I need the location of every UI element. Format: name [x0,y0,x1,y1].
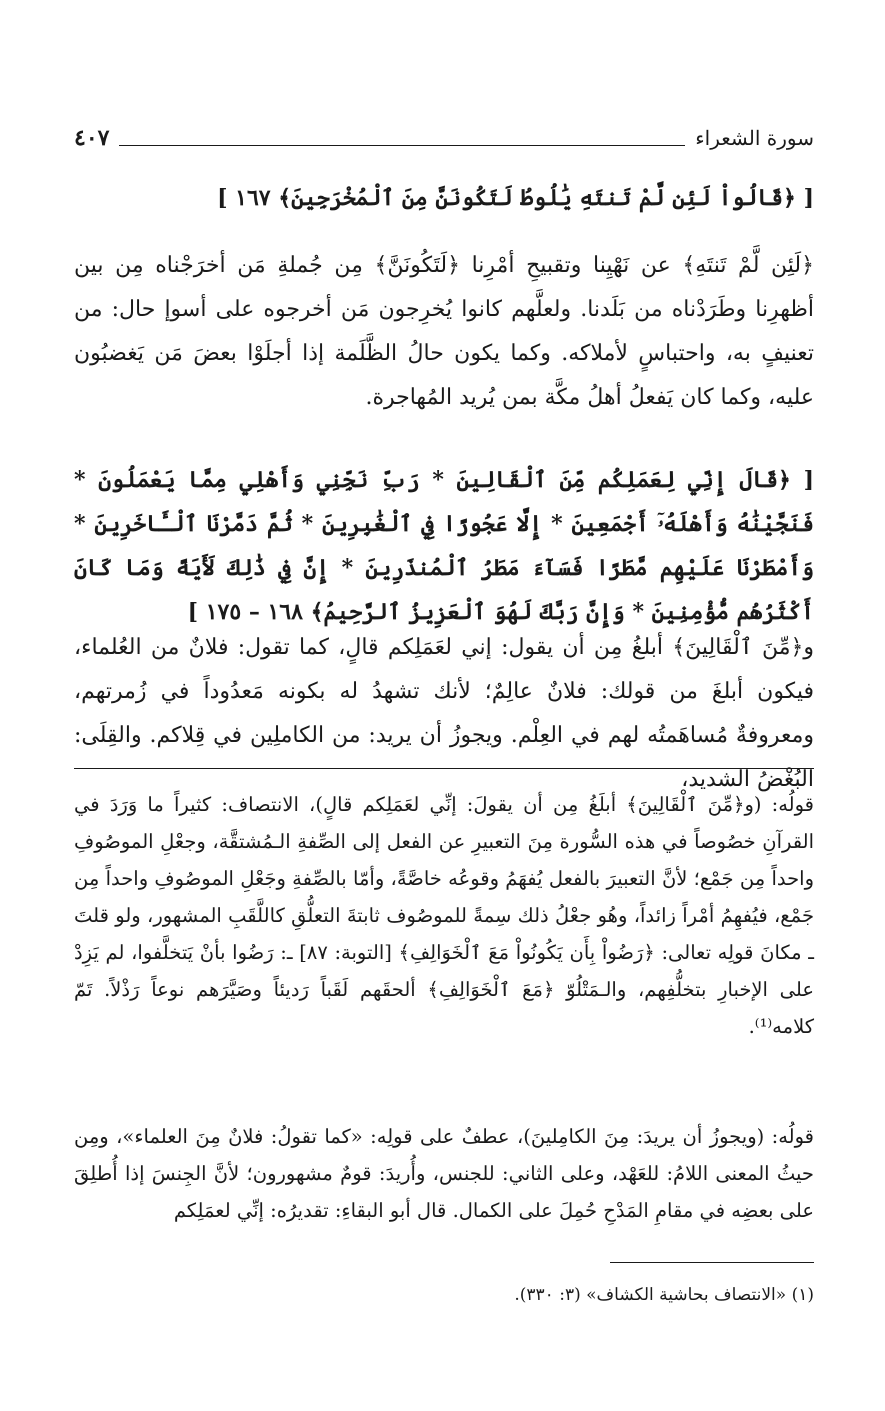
verse-block-168-175: [ ﴿قَالَ إِنِّي لِعَمَلِكُم مِّنَ ٱلْقَالِينَ * رَبِّ نَجِّنِي وَأَهْلِي مِمَّا يَعْمَلُونَ * فَنَجَّيْنَٰهُ وَأَهْلَهُۥٓ أَجْمَعِينَ * إِلَّا عَجُوزًا فِي ٱلْغَٰبِرِينَ * ثُمَّ دَمَّرْنَا ٱلْـَٔاخَرِينَ * وَأَمْطَرْنَا عَلَيْهِم مَّطَرًا فَسَآءَ مَطَرُ ٱلْمُنذَرِينَ * إِنَّ فِي ذَٰلِكَ لَأَيَةً وَمَا كَانَ أَكْثَرُهُم مُّؤْمِنِينَ * وَإِنَّ رَبَّكَ لَهُوَ ٱلْعَزِيزُ ٱلرَّحِيمُ﴾ ١٦٨ – ١٧٥ ] [74,467,814,625]
page-header [74,118,814,158]
tafsir-paragraph-2: و﴿مِّنَ ٱلْقَالِينَ﴾ أبلغُ مِن أن يقول: إني لعَمَلِكم قالٍ، كما تقول: فلانٌ من العُلماء، فيكون أبلغَ من قولك: فلانٌ عالِمٌ؛ لأنك تشهدُ له بكونه مَعدُوداً في زُمرتهم، ومعروفةٌ مُساهَمتُه لهم في العِلْم. ويجوزُ أن يريد: من الكاملِين في قِلاكم. والقِلَى: البُغْضُ الشديد، [74,635,814,792]
commentary-paragraph-2: قولُه: (ويجوزُ أن يريدَ: مِنَ الكامِلينَ)، عطفٌ على قولِه: «كما تقولُ: فلانٌ مِنَ العلماء»، ومِن حيثُ المعنى اللامُ: للعَهْد، وعلى الثاني: للجنس، وأُريدَ: قومٌ مشهورون؛ لأنَّ الجِنسَ إذا أُطلِقَ على بعضِه في مقامِ المَدْحِ حُمِلَ على الكمال. قال أبو البقاءِ: تقديرُه: إنِّي لعمَلِكم [74,1125,814,1222]
commentary-paragraph-1: قولُه: (و﴿مِّنَ ٱلْقَالِينَ﴾ أبلَغُ مِن أن يقولَ: إنِّي لعَمَلِكم قالٍ)، الانتصاف: كثيراً ما وَرَدَ في القرآنِ خصُوصاً في هذه السُّورة مِنَ التعبيرِ عن الفعل إلى الصِّفةِ الـمُشتقَّة، وجعْلِ الموصُوفِ واحداً مِن جَمْع؛ لأنَّ التعبيرَ بالفعل يُفهَمُ وقوعُه خاصَّةً، وأمّا بالصِّفةِ وجَعْلِ الموصُوفِ واحداً مِن جَمْع، فيُفهِمُ أمْراً زائداً، وهُو جعْلُ ذلك سِمةً للموصُوف ثابتةَ التعلُّقِ كاللَّقَبِ المشهور، ولو قلتَ ـ مكانَ قولِه تعالى: ﴿رَضُواْ بِأَن يَكُونُواْ مَعَ ٱلْخَوَالِفِ﴾ [التوبة: ٨٧] ـ: رَضُوا بأنْ يَتخلَّفوا، لم يَزِدْ على الإخبارِ بتخلُّفِهم، والـمَتْلُوّ ﴿مَعَ ٱلْخَوَالِفِ﴾ ألحقَهم لَقَباً رَديئاً وصَيَّرَهم نوعاً رَذْلاً. تَمّ كلامه⁽¹⁾. [74,793,814,1038]
verse-block-167: [ ﴿قَالُواْ لَئِن لَّمْ تَنتَهِ يَٰلُوطُ لَتَكُونَنَّ مِنَ ٱلْمُخْرَجِينَ﴾ ١٦٧ ] [217,185,814,211]
commentary-divider [74,768,814,769]
surah-title: سورة الشعراء [695,126,814,150]
tafsir-paragraph-1: ﴿لَئِن لَّمْ تَنتَهِ﴾ عن نَهْيِنا وتقبيحِ أمْرِنا ﴿لَتَكُونَنَّ﴾ مِن جُملةِ مَن أخرَجْناه مِن بين أظهرِنا وطَرَدْناه من بَلَدنا. ولعلَّهم كانوا يُخرِجون مَن أخرجوه على أسوإ حال: من تعنيفٍ به، واحتباسٍ لأملاكه. وكما يكون حالُ الظَّلَمة إذا أجلَوْا بعضَ مَن يَغضبُون عليه، وكما كان يَفعلُ أهلُ مكَّة بمن يُريد المُهاجرة. [74,253,814,410]
page-number: ٤٠٧ [74,125,110,151]
footnote-rule [610,1262,814,1263]
footnote: (١) «الانتصاف بحاشية الكشاف» (٣: ٣٣٠). [514,1285,814,1305]
header-rule [119,131,685,146]
